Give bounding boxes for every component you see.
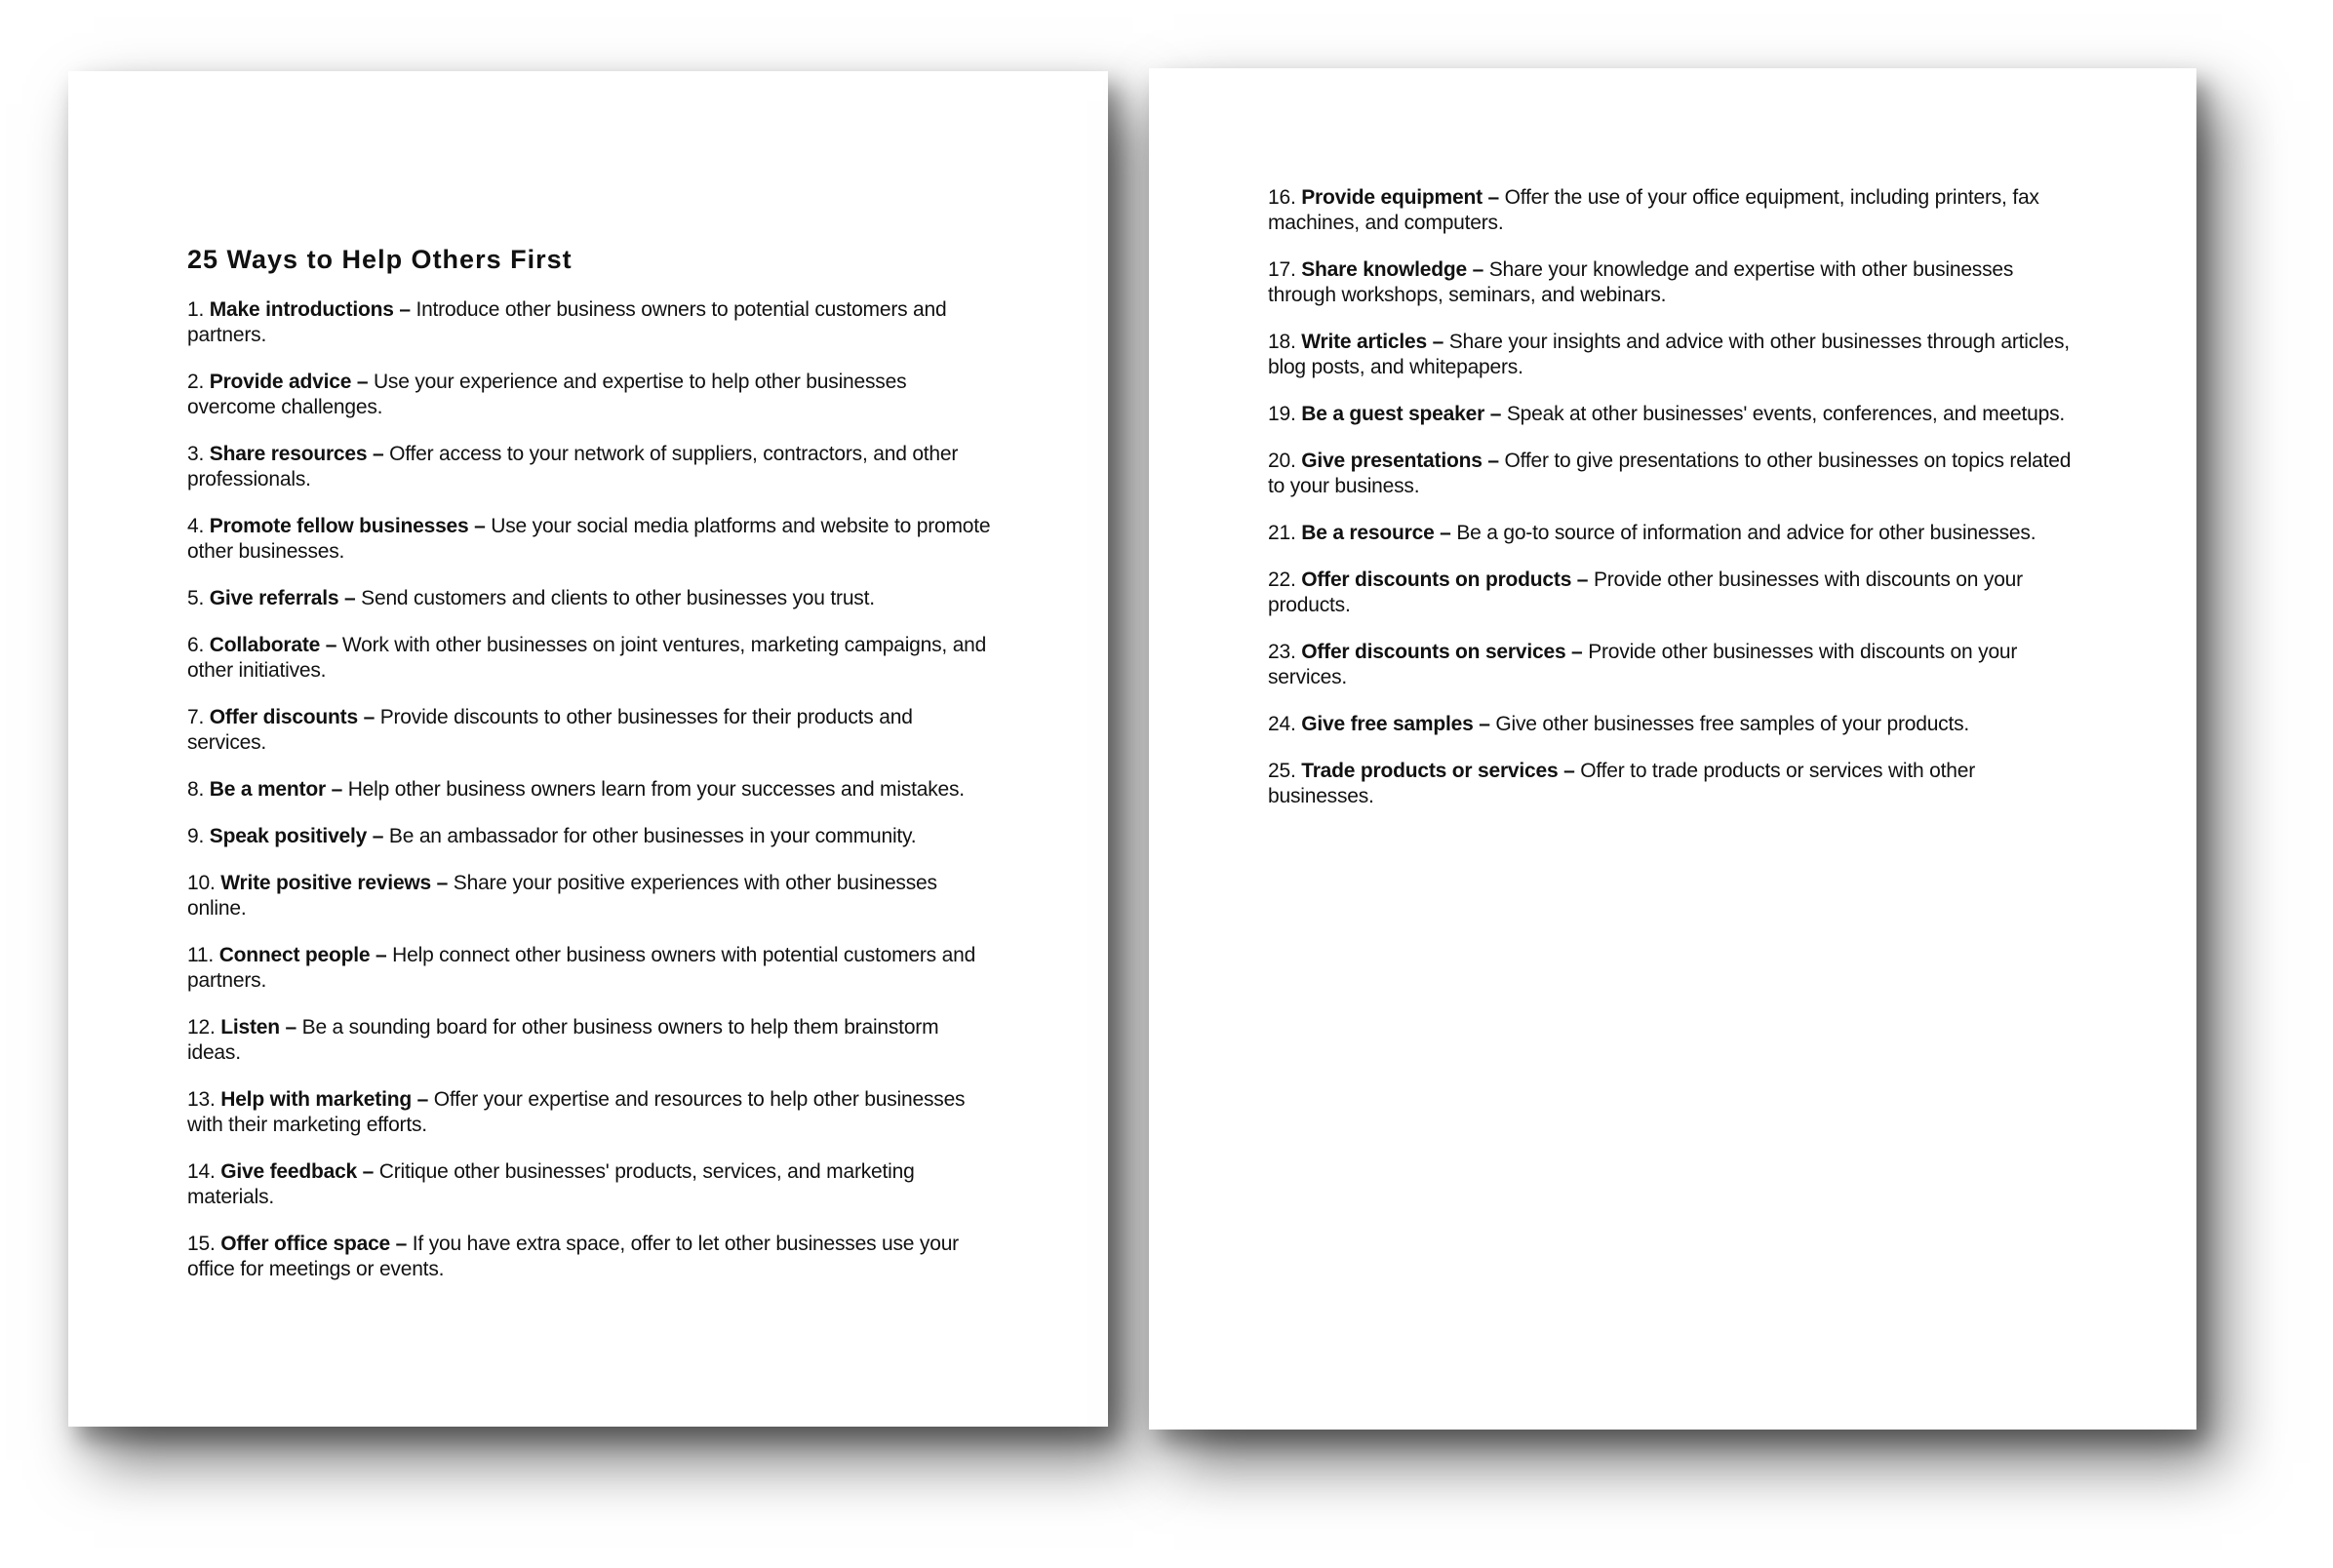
item-description: If you have extra space, offer to let other businesses use your office for meetings or events. <box>187 1233 959 1280</box>
item-number: 17. <box>1268 258 1296 281</box>
list-item <box>1268 712 2079 737</box>
list-item <box>1268 402 2079 427</box>
item-term: Offer discounts – <box>209 706 376 728</box>
item-number: 25. <box>1268 760 1296 782</box>
item-term: Share resources – <box>209 443 384 465</box>
item-term: Listen – <box>220 1016 297 1039</box>
item-number: 6. <box>187 634 205 656</box>
item-term: Offer discounts on products – <box>1301 568 1589 591</box>
item-description: Offer access to your network of suppliers, contractors, and other professionals. <box>187 443 959 490</box>
item-number: 24. <box>1268 713 1296 735</box>
list-item <box>187 297 991 348</box>
item-term: Give presentations – <box>1301 450 1499 472</box>
item-description: Give other businesses free samples of your products. <box>1495 713 1970 735</box>
item-term: Give feedback – <box>220 1160 375 1183</box>
item-number: 11. <box>187 944 215 966</box>
item-term: Give referrals – <box>209 587 356 609</box>
tips-list-left <box>187 297 991 1282</box>
list-item <box>187 777 991 803</box>
item-term: Be a guest speaker – <box>1301 403 1502 425</box>
list-item <box>1268 568 2079 618</box>
item-term: Collaborate – <box>209 634 337 656</box>
item-number: 9. <box>187 825 205 847</box>
item-description: Share your insights and advice with other businesses through articles, blog posts, and whitepapers. <box>1268 331 2070 378</box>
list-item <box>187 514 991 565</box>
item-term: Provide advice – <box>209 371 369 393</box>
item-term: Offer discounts on services – <box>1301 641 1583 663</box>
item-number: 2. <box>187 371 205 393</box>
item-number: 7. <box>187 706 205 728</box>
item-number: 5. <box>187 587 205 609</box>
item-description: Critique other businesses' products, services, and marketing materials. <box>187 1160 915 1208</box>
item-term: Be a resource – <box>1301 522 1451 544</box>
document-title: 25 Ways to Help Others First <box>187 245 573 274</box>
item-number: 18. <box>1268 331 1296 353</box>
list-item <box>187 1159 991 1210</box>
item-term: Make introductions – <box>209 298 411 321</box>
list-item <box>187 871 991 921</box>
item-description: Provide other businesses with discounts on your services. <box>1268 641 2018 688</box>
item-description: Be a sounding board for other business owners to help them brainstorm ideas. <box>187 1016 939 1064</box>
item-number: 8. <box>187 778 205 801</box>
item-description: Be a go-to source of information and advice for other businesses. <box>1456 522 2036 544</box>
item-term: Connect people – <box>218 944 387 966</box>
item-number: 13. <box>187 1088 216 1111</box>
item-term: Write articles – <box>1301 331 1444 353</box>
item-description: Speak at other businesses' events, conferences, and meetups. <box>1506 403 2066 425</box>
list-item <box>187 824 991 849</box>
list-item <box>1268 449 2079 499</box>
list-item <box>1268 759 2079 809</box>
item-description: Help other business owners learn from your successes and mistakes. <box>347 778 965 801</box>
item-number: 20. <box>1268 450 1296 472</box>
item-term: Provide equipment – <box>1301 186 1499 209</box>
item-description: Share your knowledge and expertise with other businesses through workshops, seminars, and webinars. <box>1268 258 2014 306</box>
document-page-left <box>68 71 1108 1427</box>
item-number: 22. <box>1268 568 1296 591</box>
list-item <box>1268 640 2079 690</box>
list-item <box>187 633 991 684</box>
item-description: Offer your expertise and resources to help other businesses with their marketing efforts. <box>187 1088 966 1136</box>
item-description: Work with other businesses on joint ventures, marketing campaigns, and other initiatives. <box>187 634 987 682</box>
list-item <box>1268 330 2079 380</box>
item-description: Use your social media platforms and website to promote other businesses. <box>187 515 991 563</box>
list-item <box>187 370 991 420</box>
list-item <box>187 1232 991 1282</box>
item-description: Share your positive experiences with other businesses online. <box>187 872 937 920</box>
item-term: Be a mentor – <box>209 778 343 801</box>
list-item <box>187 943 991 994</box>
item-description: Provide discounts to other businesses for their products and services. <box>187 706 913 754</box>
item-description: Offer the use of your office equipment, including printers, fax machines, and computers. <box>1268 186 2039 234</box>
item-description: Use your experience and expertise to help other businesses overcome challenges. <box>187 371 907 418</box>
list-item <box>187 586 991 611</box>
item-number: 4. <box>187 515 205 537</box>
item-number: 23. <box>1268 641 1296 663</box>
item-term: Offer office space – <box>220 1233 408 1255</box>
list-item <box>187 1015 991 1066</box>
item-description: Provide other businesses with discounts on your products. <box>1268 568 2023 616</box>
item-term: Write positive reviews – <box>220 872 449 894</box>
item-number: 12. <box>187 1016 216 1039</box>
item-description: Send customers and clients to other businesses you trust. <box>361 587 875 609</box>
tips-list-right <box>1268 185 2079 809</box>
item-term: Promote fellow businesses – <box>209 515 486 537</box>
item-number: 3. <box>187 443 205 465</box>
item-term: Give free samples – <box>1301 713 1490 735</box>
item-number: 1. <box>187 298 205 321</box>
item-number: 10. <box>187 872 216 894</box>
list-item <box>187 705 991 756</box>
item-number: 16. <box>1268 186 1296 209</box>
item-term: Trade products or services – <box>1301 760 1575 782</box>
item-term: Share knowledge – <box>1301 258 1484 281</box>
item-term: Help with marketing – <box>220 1088 429 1111</box>
item-term: Speak positively – <box>209 825 384 847</box>
list-item <box>187 1087 991 1138</box>
item-number: 21. <box>1268 522 1296 544</box>
list-item <box>187 442 991 492</box>
item-description: Introduce other business owners to potential customers and partners. <box>187 298 947 346</box>
document-page-right <box>1149 68 2196 1430</box>
item-number: 15. <box>187 1233 216 1255</box>
item-number: 19. <box>1268 403 1296 425</box>
item-description: Offer to trade products or services with other businesses. <box>1268 760 1976 807</box>
item-description: Offer to give presentations to other businesses on topics related to your business. <box>1268 450 2072 497</box>
item-description: Help connect other business owners with potential customers and partners. <box>187 944 976 992</box>
list-item <box>1268 185 2079 236</box>
list-item <box>1268 521 2079 546</box>
item-number: 14. <box>187 1160 216 1183</box>
list-item <box>1268 257 2079 308</box>
item-description: Be an ambassador for other businesses in your community. <box>388 825 917 847</box>
